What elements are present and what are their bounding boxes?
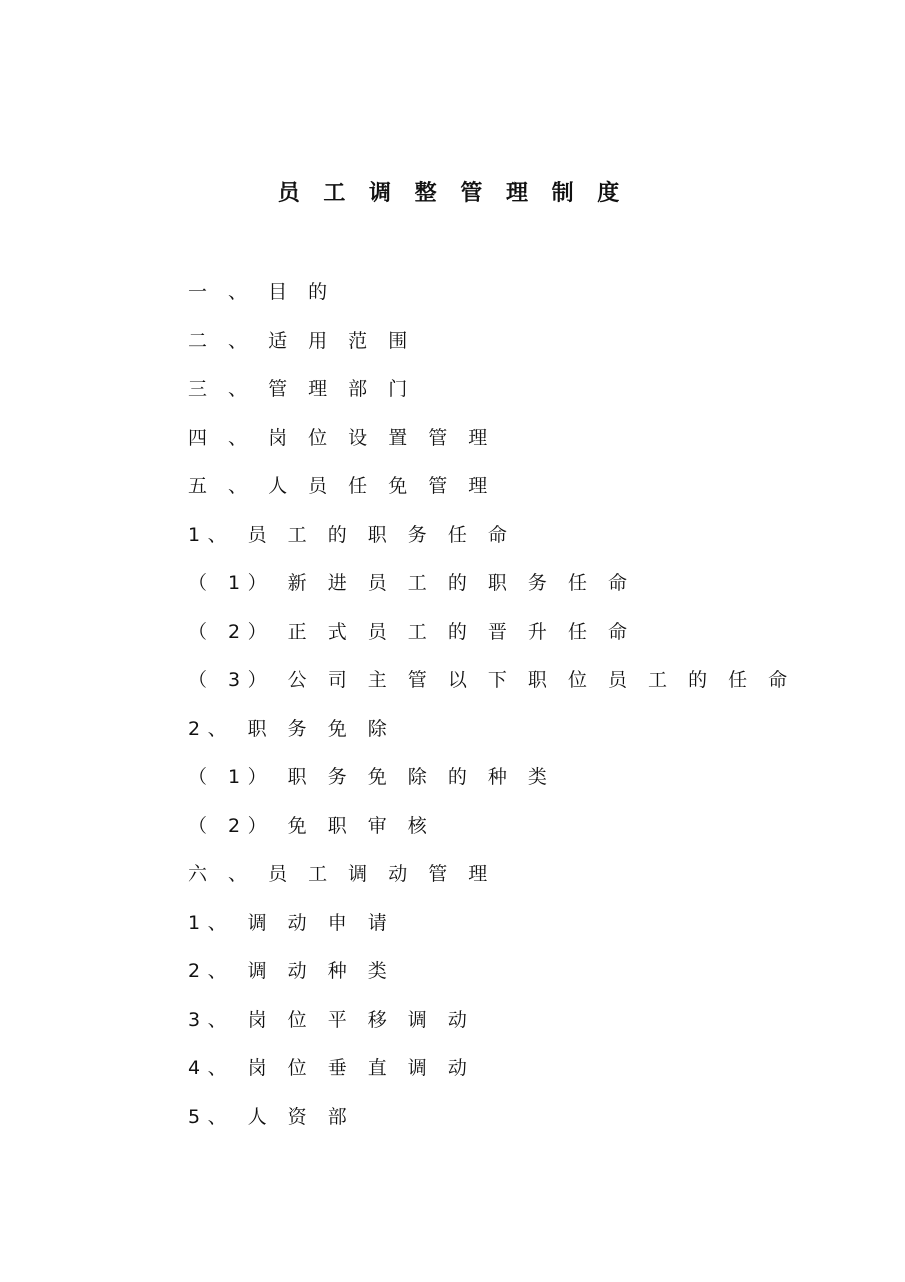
outline-item: （ 2） 免 职 审 核 [188,814,435,837]
outline-item: 2、 职 务 免 除 [188,717,395,740]
outline-item: （ 2） 正 式 员 工 的 晋 升 任 命 [188,620,635,643]
outline-item: 5、 人 资 部 [188,1105,355,1128]
outline-item: 4、 岗 位 垂 直 调 动 [188,1057,475,1079]
outline-item: 1、 员 工 的 职 务 任 命 [188,523,515,546]
outline-item: 五 、 人 员 任 免 管 理 [188,475,495,497]
outline-item: 六 、 员 工 调 动 管 理 [188,863,495,885]
outline-item: 3、 岗 位 平 移 调 动 [188,1008,475,1031]
outline-item: 1、 调 动 申 请 [188,911,395,934]
document-outline [188,276,828,1149]
outline-item: （ 1） 职 务 免 除 的 种 类 [188,766,555,788]
outline-item: 2、 调 动 种 类 [188,960,395,982]
outline-item: 二 、 适 用 范 围 [188,329,415,352]
outline-item: （ 3） 公 司 主 管 以 下 职 位 员 工 的 任 命 [188,669,795,691]
outline-item: 一 、 目 的 [188,281,335,303]
outline-item: 四 、 岗 位 设 置 管 理 [188,426,495,449]
outline-item: 三 、 管 理 部 门 [188,378,415,400]
document-title: 员 工 调 整 管 理 制 度 [277,181,628,206]
outline-item: （ 1） 新 进 员 工 的 职 务 任 命 [188,572,635,594]
